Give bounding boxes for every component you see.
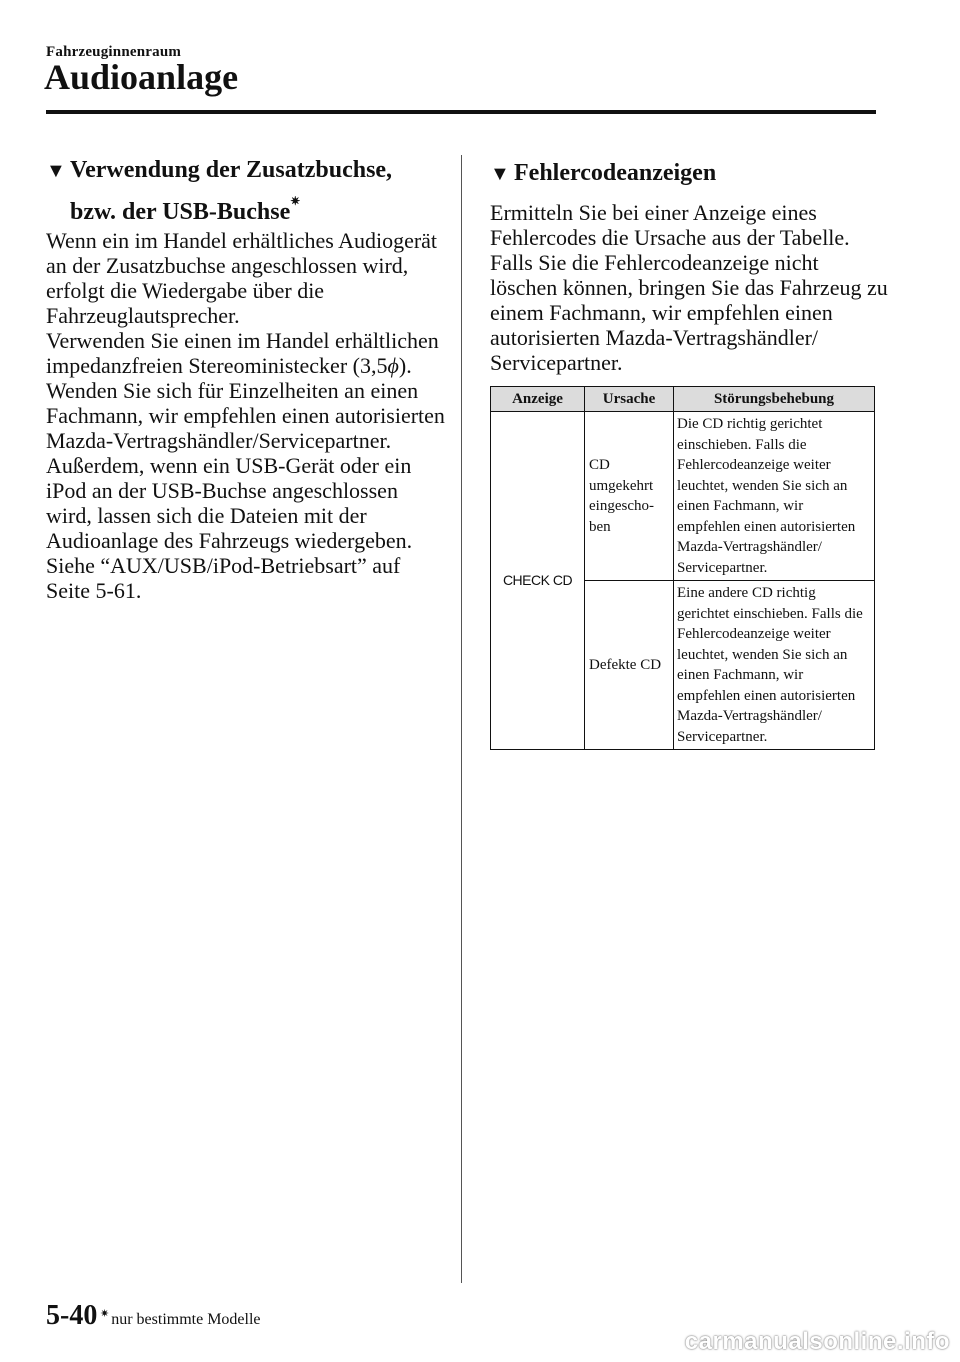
page-number: 5-40 — [46, 1300, 98, 1331]
asterisk-icon: ✷ — [100, 1308, 110, 1320]
watermark: carmanualsonline.info — [684, 1328, 950, 1355]
left-paragraph-2 — [46, 328, 446, 453]
footer-note — [100, 1307, 261, 1329]
left-paragraph-3: Außerdem, wenn ein USB-Gerät oder ein iPod an der USB-Buchse angeschlossen wird, lassen sich die Dateien mit der Audioanlage des Fahrzeugs wiedergeben. — [46, 453, 413, 553]
cause-cell: Defekte CD — [585, 581, 674, 750]
triangle-down-icon: ▼ — [490, 163, 510, 185]
table-header-anzeige: Anzeige — [491, 387, 585, 412]
header-rule — [46, 110, 876, 114]
left-paragraph-4: Siehe “AUX/USB/iPod-Betriebsart” auf Seite 5-61. — [46, 553, 401, 603]
table-header-stoerungsbehebung: Störungsbehebung — [674, 387, 875, 412]
right-body — [490, 200, 890, 375]
table-row — [491, 412, 875, 581]
asterisk-icon: ✷ — [290, 194, 301, 208]
left-heading — [46, 155, 446, 227]
remedy-cell: Die CD richtig gerichtet einschieben. Falls die Fehlercodeanzeige weiter leuchtet, wenden Sie sich an einen Fachmann, wir empfehlen einen autorisierten Mazda-Vertragshändler/ Servicepartner. — [674, 412, 875, 581]
right-intro: Ermitteln Sie bei einer Anzeige eines Fehlercodes die Ursache aus der Tabelle. Falls Sie die Fehlercodeanzeige nicht löschen können, bringen Sie das Fahrzeug zu einem Fachmann, wir empfehlen einen autorisierten Mazda-Vertragshändler/ Servicepartner. — [490, 200, 888, 375]
left-paragraph-2-b: ). Wenden Sie sich für Einzelheiten an einen Fachmann, wir empfehlen einen autorisierten Mazda-Vertragshändler/Servicepartner. — [46, 353, 445, 453]
left-body — [46, 228, 446, 603]
table-header-ursache: Ursache — [585, 387, 674, 412]
diameter-symbol: ϕ — [387, 353, 399, 378]
page-title: Audioanlage — [44, 57, 239, 97]
remedy-cell: Eine andere CD richtig gerichtet einschieben. Falls die Fehlercodeanzeige weiter leuchtet, wenden Sie sich an einen Fachmann, wir empfehlen einen autorisierten Mazda-Vertragshändler/ Servicepartner. — [674, 581, 875, 750]
section-label: Fahrzeuginnenraum — [46, 44, 182, 60]
column-divider — [461, 155, 462, 1283]
error-code-table — [490, 386, 875, 750]
error-code-cell: CHECK CD — [491, 412, 585, 750]
left-heading-line1: Verwendung der Zusatzbuchse, — [70, 157, 393, 183]
left-heading-line2: bzw. der USB-Buchse — [70, 199, 291, 225]
left-paragraph-1: Wenn ein im Handel erhältliches Audiogerät an der Zusatzbuchse angeschlossen wird, erfolgt die Wiedergabe über die Fahrzeuglautsprecher. — [46, 228, 438, 328]
table-header-row — [491, 387, 875, 412]
left-paragraph-2-a: Verwenden Sie einen im Handel erhältlichen impedanzfreien Stereoministecker (3,5 — [46, 328, 439, 378]
footer-note-text: nur bestimmte Modelle — [111, 1311, 261, 1328]
right-heading — [490, 158, 890, 189]
triangle-down-icon: ▼ — [46, 160, 66, 182]
cause-cell: CD umgekehrt eingescho-ben — [585, 412, 674, 581]
right-heading-text: Fehlercodeanzeigen — [514, 160, 717, 186]
